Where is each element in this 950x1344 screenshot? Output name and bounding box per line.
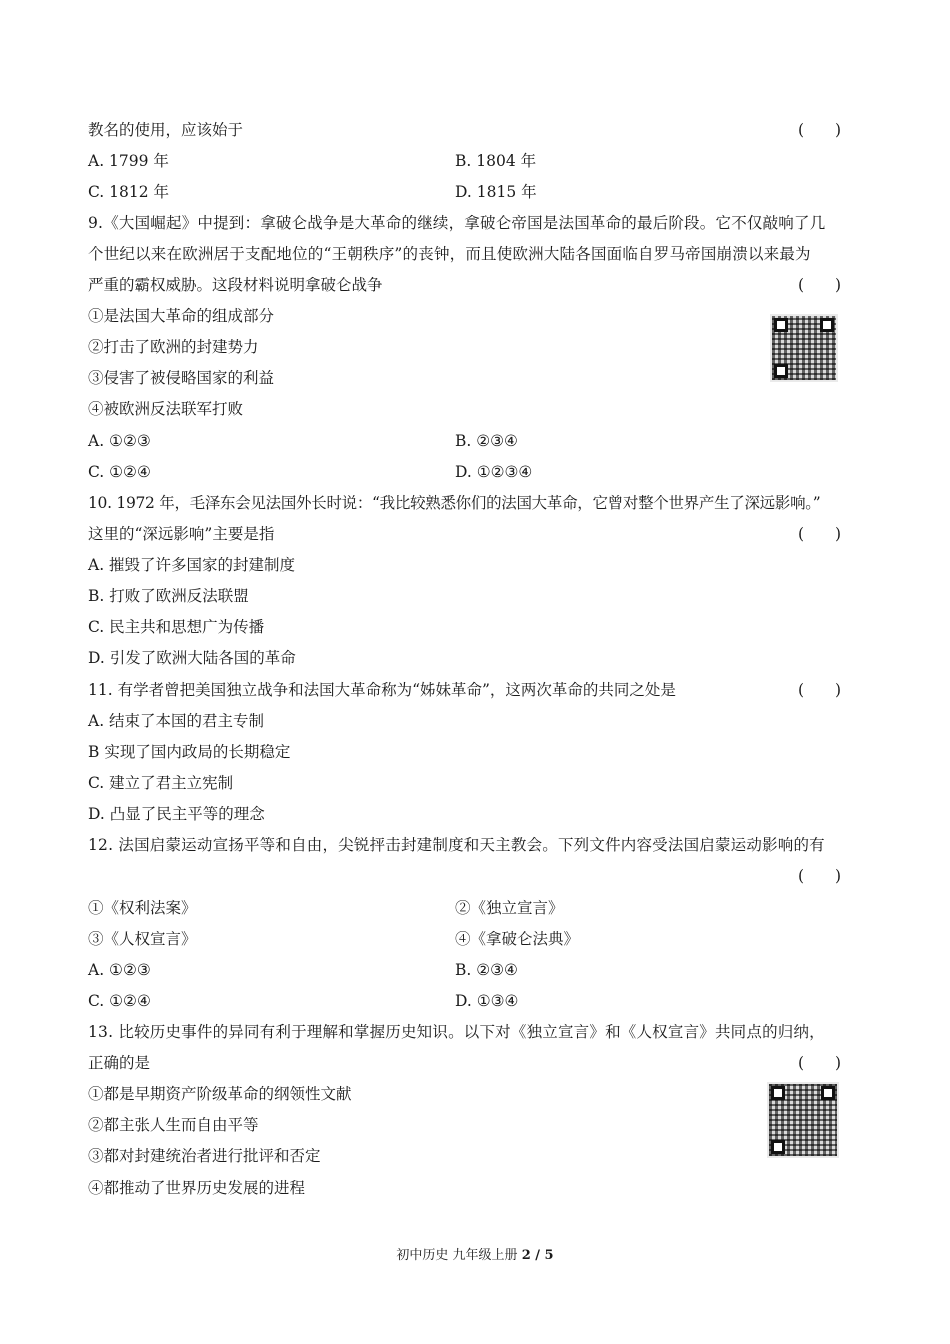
q8-option-b: B. 1804 年 [455, 152, 537, 170]
page-footer [0, 1246, 950, 1266]
q10-option-b: B. 打败了欧洲反法联盟 [88, 587, 249, 605]
q10-option-d: D. 引发了欧洲大陆各国的革命 [88, 649, 296, 667]
q8-option-c: C. 1812 年 [88, 183, 170, 201]
q10-answer-bracket: ( ) [798, 525, 842, 543]
q13-stem-line2: 正确的是 [88, 1054, 151, 1072]
q9-item-4: ④被欧洲反法联军打败 [88, 400, 244, 418]
q13-item-3: ③都对封建统治者进行批评和否定 [88, 1147, 321, 1165]
q12-option-d: D. ①③④ [455, 992, 519, 1010]
q8-option-a: A. 1799 年 [88, 152, 169, 170]
q12-item-4: ④《拿破仑法典》 [455, 930, 580, 948]
q13-item-1: ①都是早期资产阶级革命的纲领性文献 [88, 1085, 352, 1103]
q8-answer-bracket: ( ) [798, 121, 842, 139]
qr-code-icon [770, 314, 838, 382]
q8-stem-tail: 教名的使用，应该始于 [88, 121, 244, 139]
q9-stem-line2: 个世纪以来在欧洲居于支配地位的“王朝秩序”的丧钟，而且使欧洲大陆各国面临自罗马帝国崩溃以来最为 [88, 245, 811, 263]
q13-answer-bracket: ( ) [798, 1054, 842, 1072]
q11-option-d: D. 凸显了民主平等的理念 [88, 805, 265, 823]
qr-code-icon [767, 1082, 839, 1158]
q11-option-c: C. 建立了君主立宪制 [88, 774, 234, 792]
q8-option-d: D. 1815 年 [455, 183, 537, 201]
q10-stem-line2: 这里的“深远影响”主要是指 [88, 525, 275, 543]
q9-item-1: ①是法国大革命的组成部分 [88, 307, 275, 325]
q9-answer-bracket: ( ) [798, 276, 842, 294]
q12-stem: 12. 法国启蒙运动宣扬平等和自由，尖锐抨击封建制度和天主教会。下列文件内容受法国启蒙运动影响的有 [88, 836, 825, 854]
q13-stem-line1: 13. 比较历史事件的异同有利于理解和掌握历史知识。以下对《独立宣言》和《人权宣言》共同点的归纳， [88, 1023, 825, 1041]
q9-stem-line1: 9.《大国崛起》中提到：拿破仑战争是大革命的继续，拿破仑帝国是法国革命的最后阶段。它不仅敲响了几 [88, 214, 826, 232]
q11-stem: 11. 有学者曾把美国独立战争和法国大革命称为“姊妹革命”，这两次革命的共同之处是 [88, 681, 676, 699]
q9-option-c: C. ①②④ [88, 463, 151, 481]
q10-option-c: C. 民主共和思想广为传播 [88, 618, 265, 636]
q9-item-3: ③侵害了被侵略国家的利益 [88, 369, 275, 387]
q12-item-3: ③《人权宣言》 [88, 930, 197, 948]
q9-option-d: D. ①②③④ [455, 463, 533, 481]
q13-item-4: ④都推动了世界历史发展的进程 [88, 1179, 306, 1197]
q12-option-a: A. ①②③ [88, 961, 151, 979]
q9-stem-line3: 严重的霸权威胁。这段材料说明拿破仑战争 [88, 276, 383, 294]
q12-item-1: ①《权利法案》 [88, 899, 197, 917]
q11-answer-bracket: ( ) [798, 681, 842, 699]
q10-option-a: A. 摧毁了许多国家的封建制度 [88, 556, 296, 574]
q12-option-c: C. ①②④ [88, 992, 151, 1010]
q13-item-2: ②都主张人生而自由平等 [88, 1116, 259, 1134]
q12-option-b: B. ②③④ [455, 961, 518, 979]
footer-page-number: 2 / 5 [521, 1248, 554, 1263]
q9-option-b: B. ②③④ [455, 432, 518, 450]
q9-item-2: ②打击了欧洲的封建势力 [88, 338, 259, 356]
q12-item-2: ②《独立宣言》 [455, 899, 564, 917]
footer-subject: 初中历史 九年级上册 [396, 1248, 518, 1263]
q9-option-a: A. ①②③ [88, 432, 151, 450]
q10-stem-line1: 10. 1972 年，毛泽东会见法国外长时说：“我比较熟悉你们的法国大革命，它曾对整个世界产生了深远影响。” [88, 494, 821, 512]
q11-option-a: A. 结束了本国的君主专制 [88, 712, 265, 730]
q12-answer-bracket: ( ) [798, 867, 842, 885]
q11-option-b: B 实现了国内政局的长期稳定 [88, 743, 291, 761]
